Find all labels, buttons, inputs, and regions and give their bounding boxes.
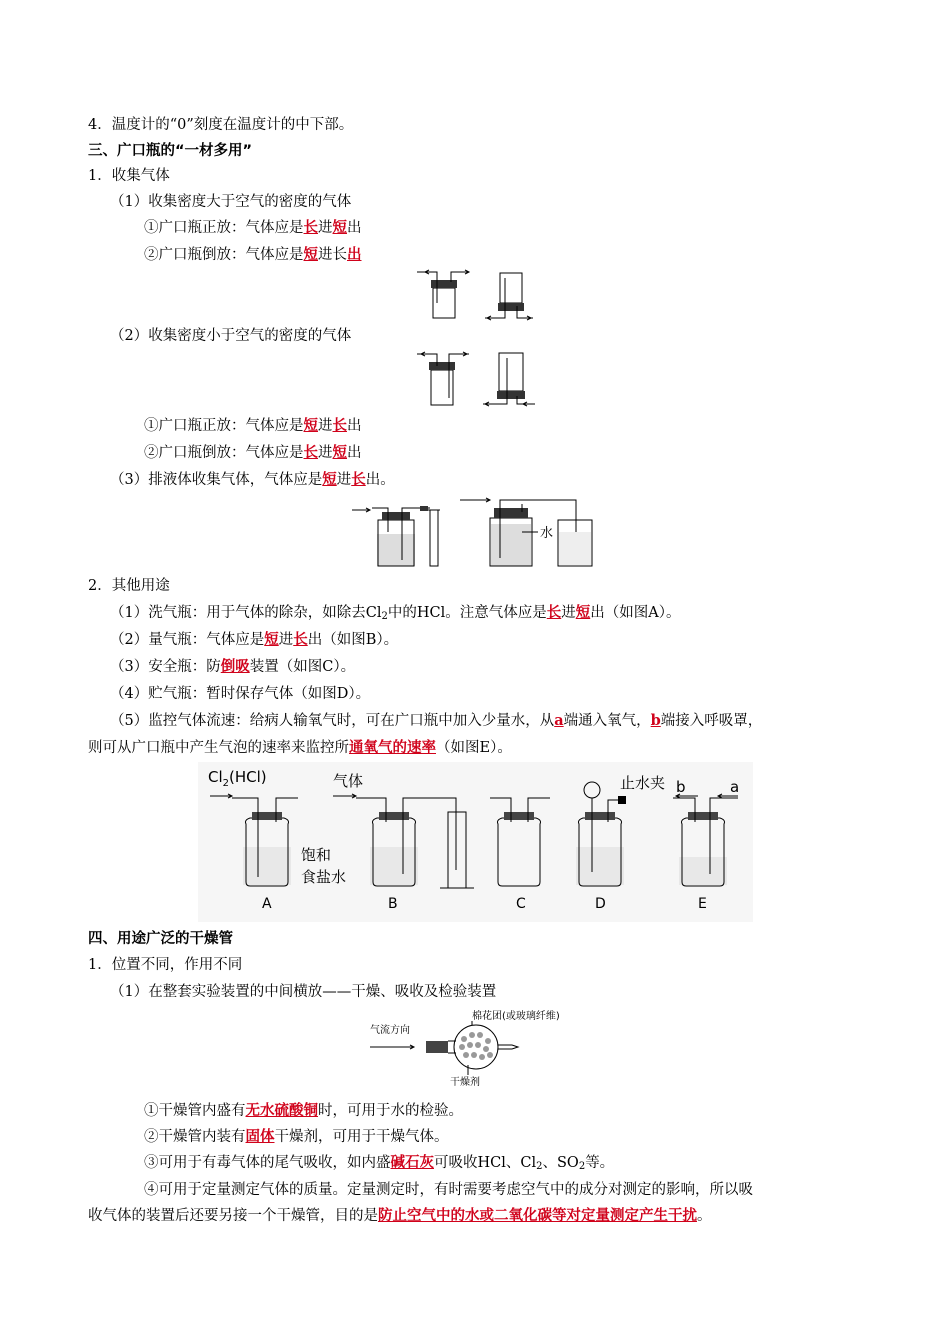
item-anhydrous-cuso4: ①干燥管内盛有无水硫酸铜时，可用于水的检验。 — [144, 1102, 463, 1119]
section-heading-4: 四、用途广泛的干燥管 — [88, 931, 233, 947]
item-measuring-bottle: （2）量气瓶：气体应是短进长出（如图B）。 — [110, 631, 399, 648]
subheading-collect-gas: 1．收集气体 — [88, 168, 170, 184]
item-liquid-displacement: （3）排液体收集气体，气体应是短进长出。 — [110, 471, 395, 488]
item-upright-denser: ①广口瓶正放：气体应是长进短出 — [144, 219, 362, 236]
svg-text:B: B — [388, 896, 398, 912]
item-flow-monitor-cont: 则可从广口瓶中产生气泡的速率来监控所通氧气的速率（如图E）。 — [88, 739, 512, 756]
svg-text:A: A — [262, 896, 272, 912]
svg-text:气体: 气体 — [333, 772, 364, 790]
bottle-uses-figure — [198, 762, 753, 922]
item-flow-monitor: （5）监控气体流速：给病人输氧气时，可在广口瓶中加入少量水，从a端通入氧气，b端接入呼吸罩， — [110, 712, 763, 729]
item-inverted-lighter: ②广口瓶倒放：气体应是长进短出 — [144, 444, 362, 461]
svg-text:棉花团(或玻璃纤维): 棉花团(或玻璃纤维) — [472, 1011, 560, 1022]
item-upright-lighter: ①广口瓶正放：气体应是短进长出 — [144, 417, 362, 434]
svg-text:b: b — [676, 778, 686, 796]
svg-text:C: C — [516, 896, 526, 912]
item-lighter-gas: （2）收集密度小于空气的密度的气体 — [110, 328, 352, 344]
item-washing-bottle: （1）洗气瓶：用于气体的除杂，如除去$Cl_2$中的HCl。注意气体应是长进短出（如图A）。 — [110, 604, 681, 622]
item-tail-gas: ③可用于有毒气体的尾气吸收，如内盛碱石灰可吸收HCl、$Cl_2$、$SO_2$等。 — [144, 1154, 615, 1172]
svg-text:干燥剂: 干燥剂 — [450, 1077, 480, 1088]
svg-text:水: 水 — [540, 526, 554, 541]
svg-text:E: E — [698, 896, 707, 912]
bottle-figure-denser — [415, 268, 540, 323]
item-safety-bottle: （3）安全瓶：防倒吸装置（如图C）。 — [110, 658, 356, 675]
item-thermometer: 4．温度计的“0”刻度在温度计的中下部。 — [88, 117, 354, 133]
svg-text:D: D — [595, 896, 606, 912]
drying-tube-figure — [368, 1005, 598, 1093]
displacement-figure — [350, 492, 605, 570]
item-horizontal-middle: （1）在整套实验装置的中间横放——干燥、吸收及检验装置 — [110, 984, 497, 1000]
item-solid-desiccant: ②干燥管内装有固体干燥剂，可用于干燥气体。 — [144, 1128, 449, 1145]
svg-text:Cl2(HCl): $Cl_2(HCl)$ — [208, 768, 267, 789]
item-inverted-denser: ②广口瓶倒放：气体应是短进长出 — [144, 246, 362, 263]
item-denser-gas: （1）收集密度大于空气的密度的气体 — [110, 194, 352, 210]
svg-text:气流方向: 气流方向 — [370, 1025, 410, 1036]
svg-text:止水夹: 止水夹 — [620, 774, 666, 792]
subheading-other-uses: 2．其他用途 — [88, 578, 170, 594]
item-storage-bottle: （4）贮气瓶：暂时保存气体（如图D）。 — [110, 686, 371, 702]
svg-text:a: a — [730, 778, 740, 796]
subheading-position: 1．位置不同，作用不同 — [88, 957, 243, 973]
item-quantitative: ④可用于定量测定气体的质量。定量测定时，有时需要考虑空气中的成分对测定的影响，所以吸 — [144, 1182, 753, 1198]
section-heading-3: 三、广口瓶的“一材多用” — [88, 143, 253, 159]
item-quantitative-cont: 收气体的装置后还要另接一个干燥管，目的是防止空气中的水或二氧化碳等对定量测定产生干扰。 — [88, 1207, 712, 1224]
bottle-figure-lighter — [415, 348, 540, 410]
svg-text:食盐水: 食盐水 — [301, 868, 347, 886]
svg-text:饱和: 饱和 — [301, 846, 332, 864]
